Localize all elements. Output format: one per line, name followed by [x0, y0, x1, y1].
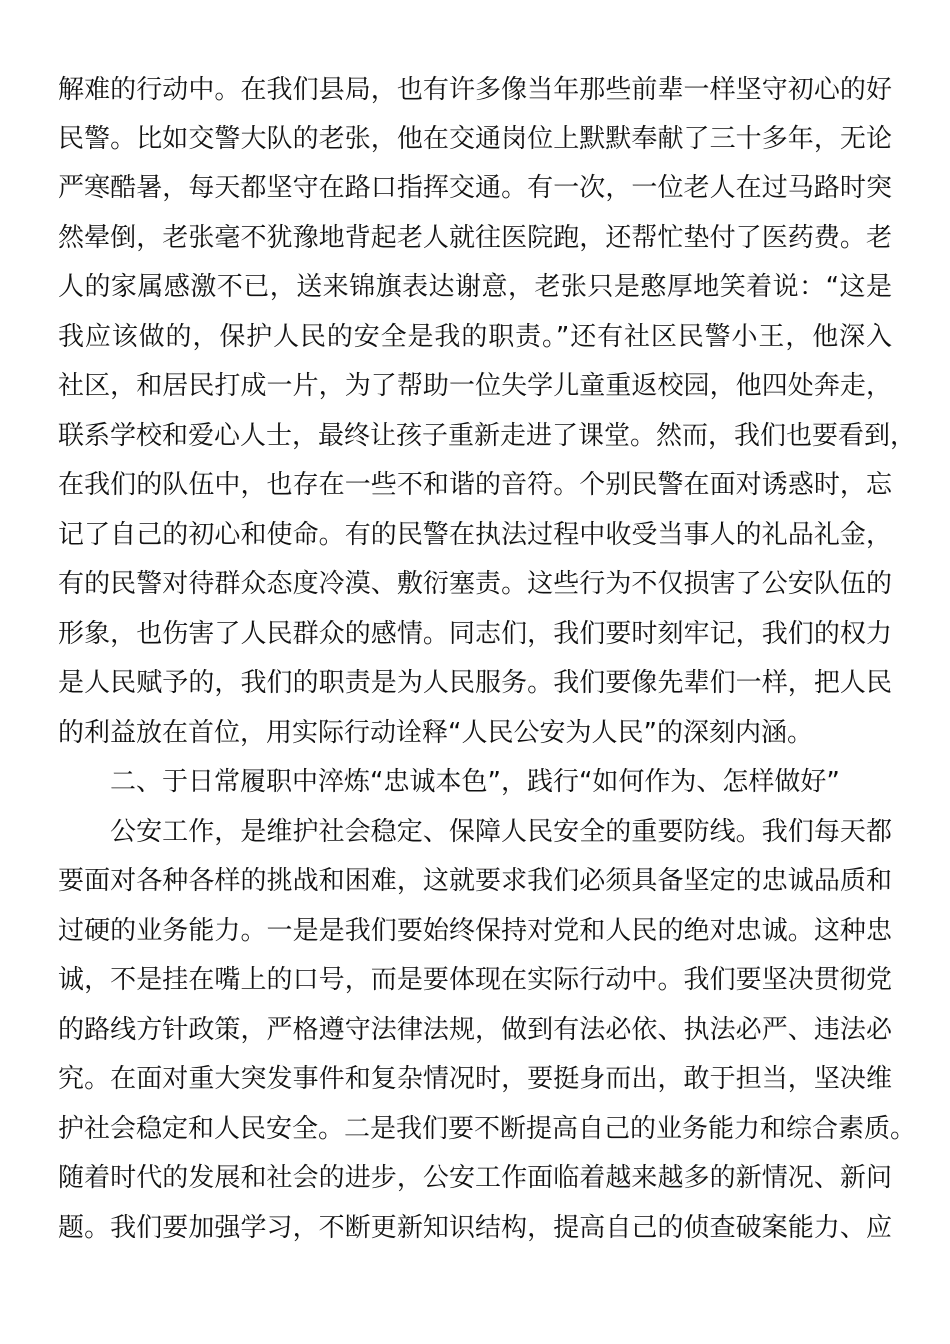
- text-line: 过硬的业务能力。一是是我们要始终保持对党和人民的绝对忠诚。这种忠: [58, 916, 892, 946]
- text-line: 我应该做的，保护人民的安全是我的职责。”还有社区民警小王，他深入: [58, 322, 892, 352]
- text-line: 究。在面对重大突发事件和复杂情况时，要挺身而出，敢于担当，坚决维: [58, 1064, 892, 1094]
- text-line: 人的家属感激不已，送来锦旗表达谢意，老张只是憨厚地笑着说：“这是: [58, 272, 892, 302]
- section-heading: 二、于日常履职中淬炼“忠诚本色”，践行“如何作为、怎样做好”: [110, 767, 840, 797]
- text-line: 形象，也伤害了人民群众的感情。同志们，我们要时刻牢记，我们的权力: [58, 619, 892, 649]
- text-line: 护社会稳定和人民安全。二是我们要不断提高自己的业务能力和综合素质。: [58, 1114, 917, 1144]
- text-line: 在我们的队伍中，也存在一些不和谐的音符。个别民警在面对诱惑时，忘: [58, 470, 892, 500]
- text-line: 民警。比如交警大队的老张，他在交通岗位上默默奉献了三十多年，无论: [58, 124, 892, 154]
- text-line: 严寒酷暑，每天都坚守在路口指挥交通。有一次，一位老人在过马路时突: [58, 173, 892, 203]
- text-line: 解难的行动中。在我们县局，也有许多像当年那些前辈一样坚守初心的好: [58, 75, 892, 105]
- text-line: 题。我们要加强学习，不断更新知识结构，提高自己的侦查破案能力、应: [58, 1213, 892, 1243]
- text-line: 社区，和居民打成一片，为了帮助一位失学儿童重返校园，他四处奔走，: [58, 371, 892, 401]
- text-line: 然晕倒，老张毫不犹豫地背起老人就往医院跑，还帮忙垫付了医药费。老: [58, 223, 892, 253]
- text-line: 的利益放在首位，用实际行动诠释“人民公安为人民”的深刻内涵。: [58, 718, 813, 748]
- text-line: 记了自己的初心和使命。有的民警在执法过程中收受当事人的礼品礼金，: [58, 520, 892, 550]
- text-line: 随着时代的发展和社会的进步，公安工作面临着越来越多的新情况、新问: [58, 1163, 892, 1193]
- text-line: 公安工作，是维护社会稳定、保障人民安全的重要防线。我们每天都: [110, 817, 892, 847]
- text-line: 诚，不是挂在嘴上的口号，而是要体现在实际行动中。我们要坚决贯彻党: [58, 965, 892, 995]
- text-line: 是人民赋予的，我们的职责是为人民服务。我们要像先辈们一样，把人民: [58, 668, 892, 698]
- text-line: 有的民警对待群众态度冷漠、敷衍塞责。这些行为不仅损害了公安队伍的: [58, 569, 892, 599]
- text-line: 联系学校和爱心人士，最终让孩子重新走进了课堂。然而，我们也要看到，: [58, 421, 917, 451]
- text-line: 要面对各种各样的挑战和困难，这就要求我们必须具备坚定的忠诚品质和: [58, 866, 892, 896]
- text-line: 的路线方针政策，严格遵守法律法规，做到有法必依、执法必严、违法必: [58, 1015, 892, 1045]
